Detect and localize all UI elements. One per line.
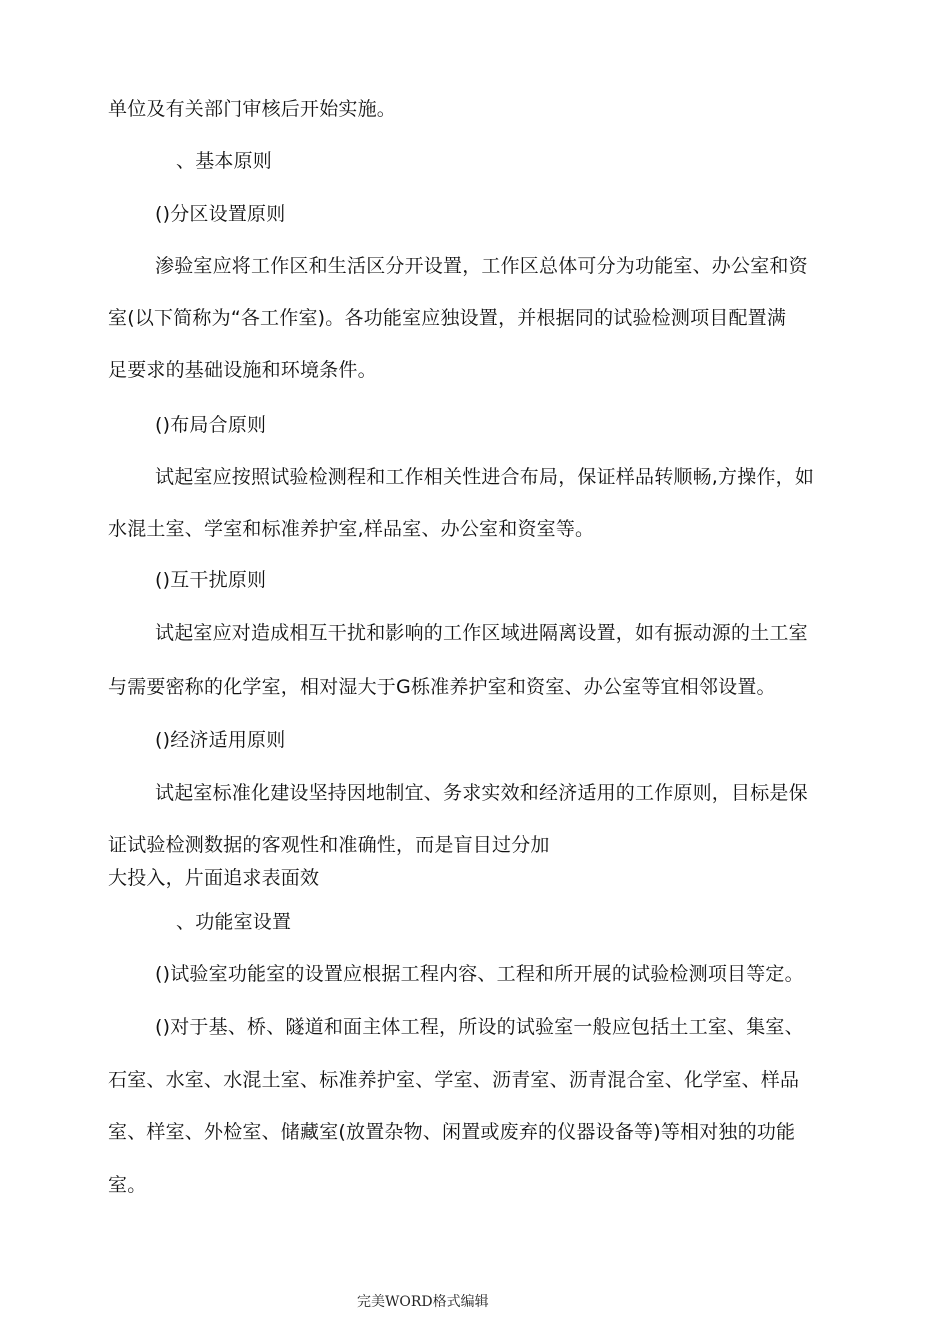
section-heading: 、基本原则 bbox=[176, 150, 273, 172]
paragraph-line: 与需要密称的化学室，相对湿大于G栎准养护室和资室、办公室等宜相邻设置。 bbox=[108, 676, 776, 698]
paragraph-line: 大投入，片面追求表面效 bbox=[108, 867, 320, 889]
paragraph-line: 室(以下简称为“各工作室)。各功能室应独设置，并根据同的试验检测项目配置满 bbox=[108, 307, 787, 329]
paragraph-line: ()试验室功能室的设置应根据工程内容、工程和所开展的试验检测项目等定。 bbox=[155, 963, 804, 985]
paragraph-line: 证试验检测数据的客观性和准确性，而是盲目过分加 bbox=[108, 834, 550, 856]
paragraph-line: 石室、水室、水混土室、标准养护室、学室、沥青室、沥青混合室、化学室、样品 bbox=[108, 1069, 800, 1091]
paragraph-line: 室。 bbox=[108, 1174, 147, 1196]
paragraph-line: 水混土室、学室和标准养护室,样品室、办公室和资室等。 bbox=[108, 518, 595, 540]
paragraph-line: 足要求的基础设施和环境条件。 bbox=[108, 359, 377, 381]
paragraph-line: 室、样室、外检室、储藏室(放置杂物、闲置或废弃的仪器设备等)等相对独的功能 bbox=[108, 1121, 796, 1143]
subsection-heading: ()互干扰原则 bbox=[155, 569, 267, 591]
paragraph-line: 单位及有关部门审核后开始实施。 bbox=[108, 98, 397, 120]
section-heading: 、功能室设置 bbox=[176, 911, 292, 933]
subsection-heading: ()布局合原则 bbox=[155, 414, 267, 436]
paragraph-line: 试起室标准化建设坚持因地制宜、务求实效和经济适用的工作原则，目标是保 bbox=[155, 782, 808, 804]
paragraph-line: 试起室应对造成相互干扰和影响的工作区域进隔离设置，如有振动源的土工室 bbox=[155, 622, 808, 644]
paragraph-line: 渗验室应将工作区和生活区分开设置，工作区总体可分为功能室、办公室和资 bbox=[155, 255, 808, 277]
subsection-heading: ()分区设置原则 bbox=[155, 203, 286, 225]
paragraph-line: 试起室应按照试验检测程和工作相关性进合布局，保证样品转顺畅,方操作，如 bbox=[155, 466, 815, 488]
paragraph-line: ()对于基、桥、隧道和面主体工程，所设的试验室一般应包括土工室、集室、 bbox=[155, 1016, 804, 1038]
page-footer: 完美WORD格式编辑 bbox=[357, 1294, 489, 1310]
subsection-heading: ()经济适用原则 bbox=[155, 729, 286, 751]
